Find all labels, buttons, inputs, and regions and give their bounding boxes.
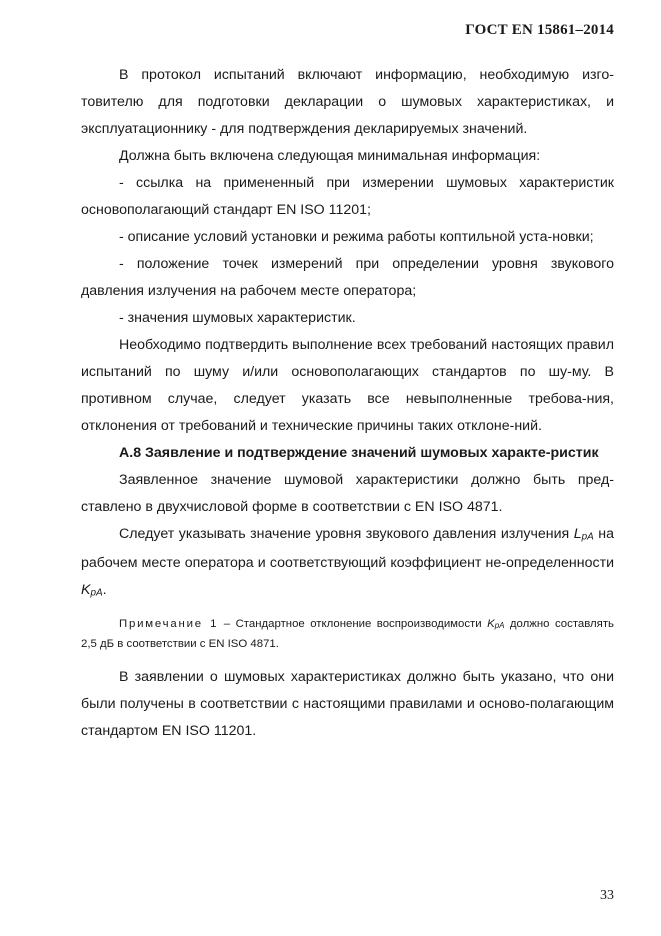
- section-heading-a8: А.8 Заявление и подтверждение значений шумовых характе-ристик: [119, 445, 599, 461]
- list-item-measurement-points: - положение точек измерений при определении уровня звукового давления излучения на рабочем месте оператора;: [81, 256, 614, 299]
- paragraph-declared-value: Заявленное значение шумовой характеристики должно быть пред-ставлено в двухчисловой форме в соответствии с EN ISO 4871.: [81, 472, 614, 515]
- paragraph-protocol: В протокол испытаний включают информацию, необходимую изго-товителю для подготовки декларации о шумовых характеристиках, и эксплуатационнику - для подтверждения декларируемых значений.: [81, 67, 614, 137]
- paragraph-declaration-statement: В заявлении о шумовых характеристиках должно быть указано, что они были получены в соответствии с настоящими правилами и осново-полагающим стандартом EN ISO 11201.: [81, 669, 614, 740]
- list-item-noise-values: - значения шумовых характеристик.: [119, 310, 356, 326]
- note-label: Примечание 1: [119, 617, 219, 630]
- list-item-standard-reference: - ссылка на примененный при измерении шумовых характеристик основополагающий стандарт EN ISO 11201;: [81, 175, 614, 218]
- page-number: 33: [600, 888, 614, 903]
- paragraph-emission-level: Следует указывать значение уровня звукового давления излучения $L_{pA}$ на рабочем месте оператора и соответствующий коэффициент не-определенности $K_{pA}$.: [81, 526, 614, 599]
- paragraph-requirements-confirmation: Необходимо подтвердить выполнение всех требований настоящих правил испытаний по шуму и/или основополагающих стандартов по шу-му. В противном случае, следует указать все невыполненные требова-ния, отклонения от требований и технические причины таких отклоне-ний.: [81, 337, 614, 434]
- list-item-installation-conditions: - описание условий установки и режима работы коптильной уста-новки;: [119, 229, 594, 245]
- document-code-header: ГОСТ EN 15861–2014: [465, 22, 614, 38]
- document-body: [81, 62, 614, 745]
- note-1: Примечание 1 – Стандартное отклонение воспроизводимости $K_{pA}$ должно составлять 2,5 дБ в соответствии с EN ISO 4871.: [81, 617, 614, 651]
- paragraph-required-info: Должна быть включена следующая минимальная информация:: [119, 148, 541, 164]
